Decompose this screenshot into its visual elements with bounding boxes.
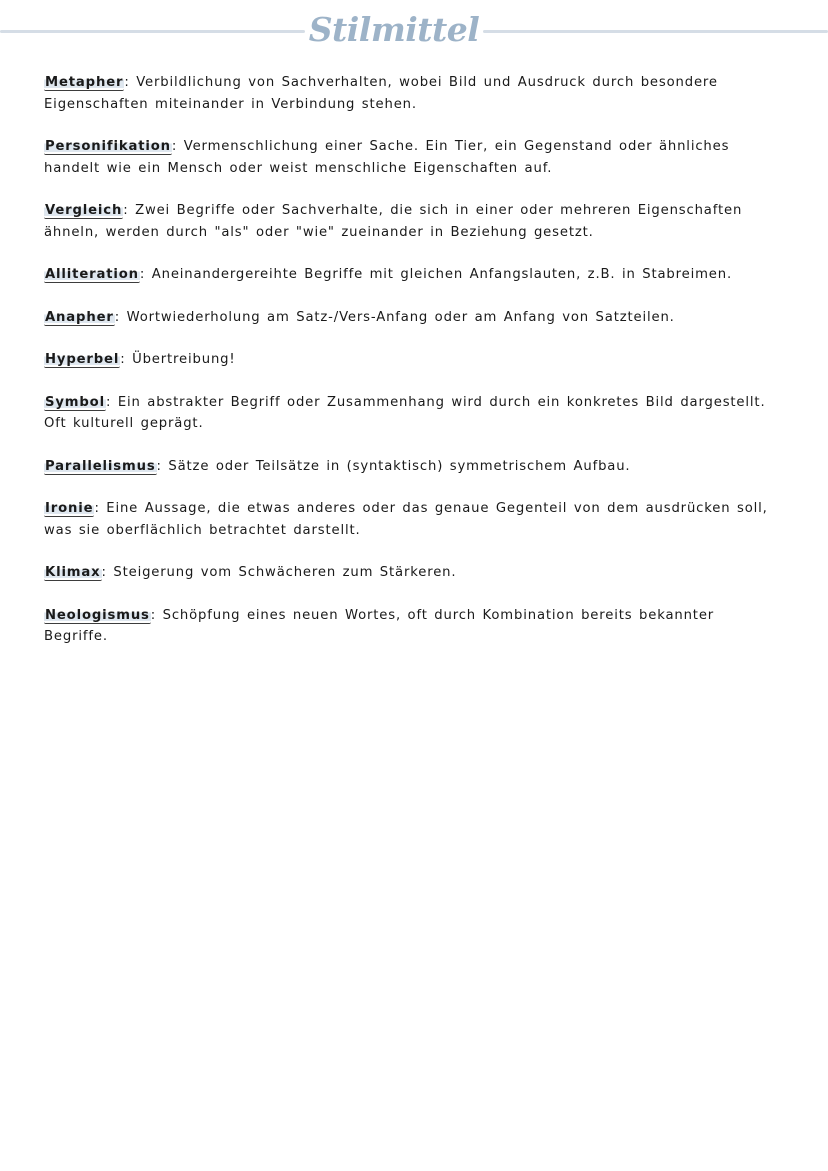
term: Hyperbel — [45, 352, 120, 367]
term: Ironie — [45, 501, 94, 516]
term: Symbol — [45, 394, 105, 410]
term: Alliteration — [45, 267, 139, 282]
definition: Schöpfung eines neuen Wortes, oft durch Kombination bereits bekannter Begriffe. — [44, 607, 715, 644]
page-title: Stilmittel — [308, 10, 480, 49]
entry-hyperbel: Hyperbel: Übertreibung! — [45, 352, 236, 367]
definition: Sätze oder Teilsätze in (syntaktisch) symmetrischem Aufbau. — [168, 458, 631, 474]
entry-klimax: Klimax: Steigerung vom Schwächeren zum Stärkeren. — [45, 565, 457, 580]
term: Neologismus — [45, 607, 150, 623]
entry-parallelismus: Parallelismus: Sätze oder Teilsätze in (syntaktisch) symmetrischem Aufbau. — [45, 458, 631, 474]
term: Personifikation — [45, 139, 171, 154]
definition: Übertreibung! — [132, 352, 236, 367]
term: Klimax — [45, 565, 101, 580]
header-rule-left — [0, 30, 305, 33]
entry-alliteration: Alliteration: Aneinandergereihte Begriffe mit gleichen Anfangslauten, z.B. in Stabreimen. — [45, 267, 733, 282]
page-header — [0, 8, 828, 52]
definition: Wortwiederholung am Satz-/Vers-Anfang oder am Anfang von Satzteilen. — [126, 309, 675, 325]
entry-anapher: Anapher: Wortwiederholung am Satz-/Vers-Anfang oder am Anfang von Satzteilen. — [45, 309, 675, 325]
definition: Ein abstrakter Begriff oder Zusammenhang wird durch ein konkretes Bild dargestellt. Oft kulturell geprägt. — [44, 394, 766, 431]
term: Anapher — [45, 309, 114, 325]
term: Vergleich — [45, 203, 123, 218]
term: Metapher — [45, 75, 124, 90]
entry-vergleich: Vergleich: Zwei Begriffe oder Sachverhalte, die sich in einer oder mehreren Eigenschaften ähneln, werden durch "als" oder "wie" zueinander in Beziehung gesetzt. — [44, 203, 743, 240]
definition: Vermenschlichung einer Sache. Ein Tier, ein Gegenstand oder ähnliches handelt wie ein Mensch oder weist menschliche Eigenschaften auf. — [44, 139, 730, 176]
entry-metapher: Metapher: Verbildlichung von Sachverhalten, wobei Bild und Ausdruck durch besondere Eigenschaften miteinander in Verbindung stehen. — [44, 75, 718, 112]
entry-personifikation: Personifikation: Vermenschlichung einer Sache. Ein Tier, ein Gegenstand oder ähnliches handelt wie ein Mensch oder weist menschliche Eigenschaften auf. — [44, 139, 730, 176]
definition: Eine Aussage, die etwas anderes oder das genaue Gegenteil von dem ausdrücken soll, was sie oberflächlich betrachtet darstellt. — [44, 501, 768, 538]
entry-neologismus: Neologismus: Schöpfung eines neuen Wortes, oft durch Kombination bereits bekannter Begriffe. — [44, 607, 715, 644]
definition: Aneinandergereihte Begriffe mit gleichen Anfangslauten, z.B. in Stabreimen. — [151, 267, 733, 282]
header-rule-right — [483, 30, 828, 33]
term: Parallelismus — [45, 458, 156, 474]
entry-symbol: Symbol: Ein abstrakter Begriff oder Zusammenhang wird durch ein konkretes Bild dargestellt. Oft kulturell geprägt. — [44, 394, 766, 431]
definition: Verbildlichung von Sachverhalten, wobei Bild und Ausdruck durch besondere Eigenschaften miteinander in Verbindung stehen. — [44, 75, 718, 112]
entry-ironie: Ironie: Eine Aussage, die etwas anderes oder das genaue Gegenteil von dem ausdrücken soll, was sie oberflächlich betrachtet darstellt. — [44, 501, 768, 538]
definition: Zwei Begriffe oder Sachverhalte, die sich in einer oder mehreren Eigenschaften ähneln, werden durch "als" oder "wie" zueinander in Beziehung gesetzt. — [44, 203, 743, 240]
definition: Steigerung vom Schwächeren zum Stärkeren. — [113, 565, 457, 580]
definition-list — [44, 72, 784, 669]
